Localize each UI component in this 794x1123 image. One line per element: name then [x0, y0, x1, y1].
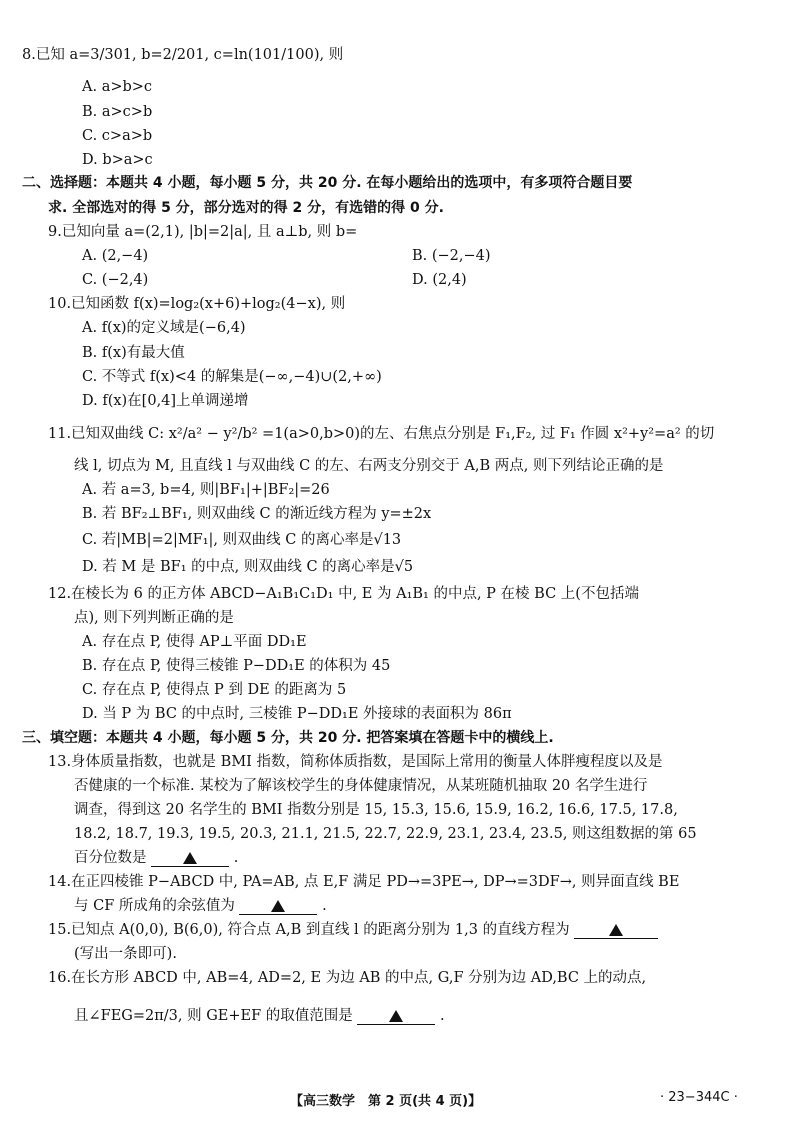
q10-option-a: A. f(x)的定义域是(−6,4): [82, 320, 246, 336]
q16-stem-cont-text: 且∠FEG=2π/3, 则 GE+EF 的取值范围是: [74, 1008, 353, 1024]
triangle-icon: [271, 900, 285, 912]
q10-stem: 10.已知函数 f(x)=log₂(x+6)+log₂(4−x), 则: [48, 296, 346, 312]
q14-stem-cont-text: 与 CF 所成角的余弦值为: [74, 898, 235, 914]
q15-answer-blank[interactable]: [574, 922, 658, 939]
q11-stem-cont: 线 l, 切点为 M, 且直线 l 与双曲线 C 的左、右两支分别交于 A,B 两点, 则下列结论正确的是: [74, 458, 664, 474]
q15-stem: [48, 920, 658, 940]
q8-option-a: A. a>b>c: [82, 79, 153, 95]
q13-period: .: [233, 850, 239, 866]
q16-stem: 16.在长方形 ABCD 中, AB=4, AD=2, E 为边 AB 的中点, G,F 分别为边 AD,BC 上的动点,: [48, 970, 647, 986]
q12-option-d: D. 当 P 为 BC 的中点时, 三棱锥 P−DD₁E 外接球的表面积为 86π: [82, 706, 512, 722]
q8-option-b: B. a>c>b: [82, 104, 153, 120]
q13-stem-2: 否健康的一个标准. 某校为了解该校学生的身体健康情况，从某班随机抽取 20 名学生进行: [74, 778, 648, 794]
q13-stem-5-text: 百分位数是: [74, 850, 147, 866]
q16-period: .: [440, 1008, 445, 1024]
section2-heading-cont: 求. 全部选对的得 5 分，部分选对的得 2 分，有选错的得 0 分.: [48, 200, 444, 216]
q13-stem: 13.身体质量指数，也就是 BMI 指数，简称体质指数，是国际上常用的衡量人体胖瘦程度以及是: [48, 754, 663, 770]
q9-option-d: D. (2,4): [412, 272, 467, 288]
q8-option-d: D. b>a>c: [82, 152, 153, 168]
q9-stem: 9.已知向量 a=(2,1), |b|=2|a|, 且 a⊥b, 则 b=: [48, 224, 358, 240]
q13-stem-5: [74, 848, 238, 868]
q11-stem: 11.已知双曲线 C: x²/a² − y²/b² =1(a>0,b>0)的左、右焦点分别是 F₁,F₂, 过 F₁ 作圆 x²+y²=a² 的切: [48, 426, 715, 442]
q10-option-b: B. f(x)有最大值: [82, 345, 185, 361]
q12-option-a: A. 存在点 P, 使得 AP⊥平面 DD₁E: [82, 634, 307, 650]
q16-answer-blank[interactable]: [357, 1008, 435, 1025]
q9-option-c: C. (−2,4): [82, 272, 149, 288]
triangle-icon: [183, 852, 197, 864]
q15-stem-cont: (写出一条即可).: [74, 946, 177, 962]
section3-heading: 三、填空题：本题共 4 小题，每小题 5 分，共 20 分. 把答案填在答题卡中的横线上.: [22, 730, 554, 746]
q11-option-a: A. 若 a=3, b=4, 则|BF₁|+|BF₂|=26: [82, 482, 330, 498]
q8-stem: 8.已知 a=3/301, b=2/201, c=ln(101/100), 则: [22, 47, 344, 63]
q12-option-c: C. 存在点 P, 使得点 P 到 DE 的距离为 5: [82, 682, 347, 698]
q10-option-c: C. 不等式 f(x)<4 的解集是(−∞,−4)∪(2,+∞): [82, 369, 382, 385]
triangle-icon: [609, 924, 623, 936]
q14-stem: 14.在正四棱锥 P−ABCD 中, PA=AB, 点 E,F 满足 PD→=3PE→, DP→=3DF→, 则异面直线 BE: [48, 874, 680, 890]
q11-option-c: C. 若|MB|=2|MF₁|, 则双曲线 C 的离心率是√13: [82, 532, 402, 548]
q8-option-c: C. c>a>b: [82, 128, 153, 144]
q13-answer-blank[interactable]: [151, 850, 229, 867]
triangle-icon: [389, 1010, 403, 1022]
q15-stem-text: 15.已知点 A(0,0), B(6,0), 符合点 A,B 到直线 l 的距离分别为 1,3 的直线方程为: [48, 922, 570, 938]
q12-stem: 12.在棱长为 6 的正方体 ABCD−A₁B₁C₁D₁ 中, E 为 A₁B₁ 的中点, P 在棱 BC 上(不包括端: [48, 586, 639, 602]
q12-stem-cont: 点), 则下列判断正确的是: [74, 610, 234, 626]
q16-stem-cont: [74, 1006, 445, 1026]
q13-stem-3: 调查，得到这 20 名学生的 BMI 指数分别是 15, 15.3, 15.6, 15.9, 16.2, 16.6, 17.5, 17.8,: [74, 802, 678, 818]
q11-option-b: B. 若 BF₂⊥BF₁, 则双曲线 C 的渐近线方程为 y=±2x: [82, 506, 432, 522]
footer-page-label: 【高三数学 第 2 页(共 4 页)】: [290, 1094, 482, 1109]
q11-option-d: D. 若 M 是 BF₁ 的中点, 则双曲线 C 的离心率是√5: [82, 559, 414, 575]
footer-code: · 23−344C ·: [660, 1090, 738, 1105]
q14-answer-blank[interactable]: [239, 898, 317, 915]
q14-stem-cont: [74, 896, 327, 916]
q9-option-b: B. (−2,−4): [412, 248, 491, 264]
section2-heading: 二、选择题：本题共 4 小题，每小题 5 分，共 20 分. 在每小题给出的选项中，有多项符合题目要: [22, 175, 633, 191]
q14-period: .: [322, 898, 327, 914]
q9-option-a: A. (2,−4): [82, 248, 149, 264]
q10-option-d: D. f(x)在[0,4]上单调递增: [82, 393, 249, 409]
q13-stem-4: 18.2, 18.7, 19.3, 19.5, 20.3, 21.1, 21.5, 22.7, 22.9, 23.1, 23.4, 23.5, 则这组数据的第 65: [74, 826, 697, 842]
q12-option-b: B. 存在点 P, 使得三棱锥 P−DD₁E 的体积为 45: [82, 658, 391, 674]
